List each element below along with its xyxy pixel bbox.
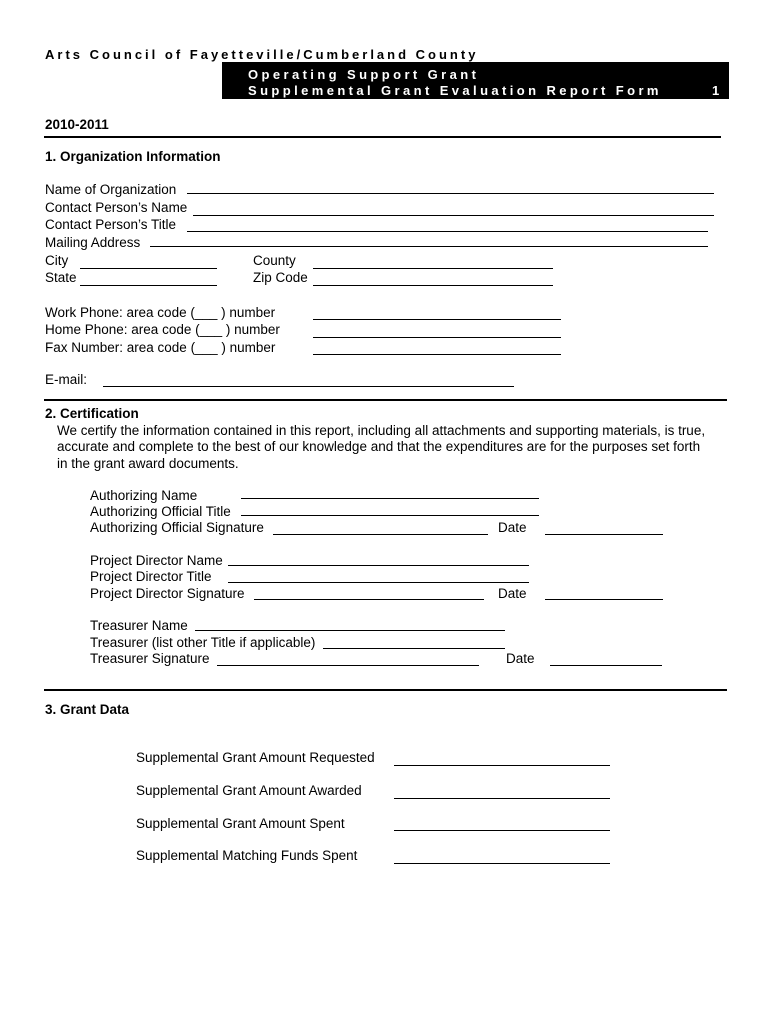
amount-spent-label: Supplemental Grant Amount Spent xyxy=(136,816,345,831)
project-director-title-label: Project Director Title xyxy=(90,569,212,584)
amount-requested-field[interactable] xyxy=(394,765,610,766)
fax-number-label: Fax Number: area code (___ ) number xyxy=(45,340,276,355)
project-director-date-label: Date xyxy=(498,586,527,601)
organization-title: Arts Council of Fayetteville/Cumberland County xyxy=(45,47,479,62)
divider xyxy=(44,136,721,138)
mailing-address-label: Mailing Address xyxy=(45,235,141,250)
mailing-address-field[interactable] xyxy=(150,246,708,247)
contact-title-field[interactable] xyxy=(187,231,708,232)
amount-awarded-field[interactable] xyxy=(394,798,610,799)
authorizing-name-label: Authorizing Name xyxy=(90,488,198,503)
authorizing-signature-field[interactable] xyxy=(273,534,488,535)
contact-name-field[interactable] xyxy=(193,215,714,216)
amount-awarded-label: Supplemental Grant Amount Awarded xyxy=(136,783,362,798)
state-label: State xyxy=(45,270,77,285)
treasurer-signature-field[interactable] xyxy=(217,665,479,666)
name-of-organization-label: Name of Organization xyxy=(45,182,177,197)
project-director-signature-field[interactable] xyxy=(254,599,484,600)
name-of-organization-field[interactable] xyxy=(187,193,714,194)
treasurer-date-field[interactable] xyxy=(550,665,662,666)
certification-text-line-1: We certify the information contained in this report, including all attachments and supporting materials, is true, xyxy=(57,423,706,438)
email-field[interactable] xyxy=(103,386,514,387)
section-3-title: 3. Grant Data xyxy=(45,702,130,717)
contact-title-label: Contact Person’s Title xyxy=(45,217,177,232)
matching-funds-label: Supplemental Matching Funds Spent xyxy=(136,848,358,863)
page-number: 1 xyxy=(712,83,720,98)
section-2-title: 2. Certification xyxy=(45,406,139,421)
city-field[interactable] xyxy=(80,268,217,269)
amount-requested-label: Supplemental Grant Amount Requested xyxy=(136,750,375,765)
authorizing-title-field[interactable] xyxy=(241,515,539,516)
treasurer-name-field[interactable] xyxy=(195,630,505,631)
work-phone-field[interactable] xyxy=(313,319,561,320)
form-title-banner xyxy=(222,62,729,99)
email-label: E-mail: xyxy=(45,372,88,387)
authorizing-date-label: Date xyxy=(498,520,527,535)
amount-spent-field[interactable] xyxy=(394,830,610,831)
year-label: 2010-2011 xyxy=(45,117,109,132)
matching-funds-field[interactable] xyxy=(394,863,610,864)
certification-text-line-2: accurate and complete to the best of our knowledge and that the expenditures are for the purposes set forth xyxy=(57,439,701,454)
project-director-title-field[interactable] xyxy=(228,582,529,583)
work-phone-label: Work Phone: area code (___ ) number xyxy=(45,305,276,320)
project-director-name-field[interactable] xyxy=(228,565,529,566)
zip-code-label: Zip Code xyxy=(253,270,308,285)
divider xyxy=(44,689,727,691)
home-phone-field[interactable] xyxy=(313,337,561,338)
project-director-date-field[interactable] xyxy=(545,599,663,600)
fax-number-field[interactable] xyxy=(313,354,561,355)
authorizing-signature-label: Authorizing Official Signature xyxy=(90,520,264,535)
treasurer-title-field[interactable] xyxy=(323,648,505,649)
treasurer-name-label: Treasurer Name xyxy=(90,618,188,633)
treasurer-title-label: Treasurer (list other Title if applicable) xyxy=(90,635,316,650)
authorizing-title-label: Authorizing Official Title xyxy=(90,504,231,519)
home-phone-label: Home Phone: area code (___ ) number xyxy=(45,322,280,337)
authorizing-date-field[interactable] xyxy=(545,534,663,535)
certification-text-line-3: in the grant award documents. xyxy=(57,456,239,471)
project-director-signature-label: Project Director Signature xyxy=(90,586,245,601)
city-label: City xyxy=(45,253,69,268)
treasurer-date-label: Date xyxy=(506,651,535,666)
contact-name-label: Contact Person’s Name xyxy=(45,200,188,215)
county-label: County xyxy=(253,253,296,268)
project-director-name-label: Project Director Name xyxy=(90,553,223,568)
state-field[interactable] xyxy=(80,285,217,286)
banner-line-2: Supplemental Grant Evaluation Report Form xyxy=(248,83,662,98)
section-1-title: 1. Organization Information xyxy=(45,149,221,164)
banner-line-1: Operating Support Grant xyxy=(248,67,480,82)
divider xyxy=(44,399,727,401)
county-field[interactable] xyxy=(313,268,553,269)
zip-code-field[interactable] xyxy=(313,285,553,286)
treasurer-signature-label: Treasurer Signature xyxy=(90,651,210,666)
authorizing-name-field[interactable] xyxy=(241,498,539,499)
